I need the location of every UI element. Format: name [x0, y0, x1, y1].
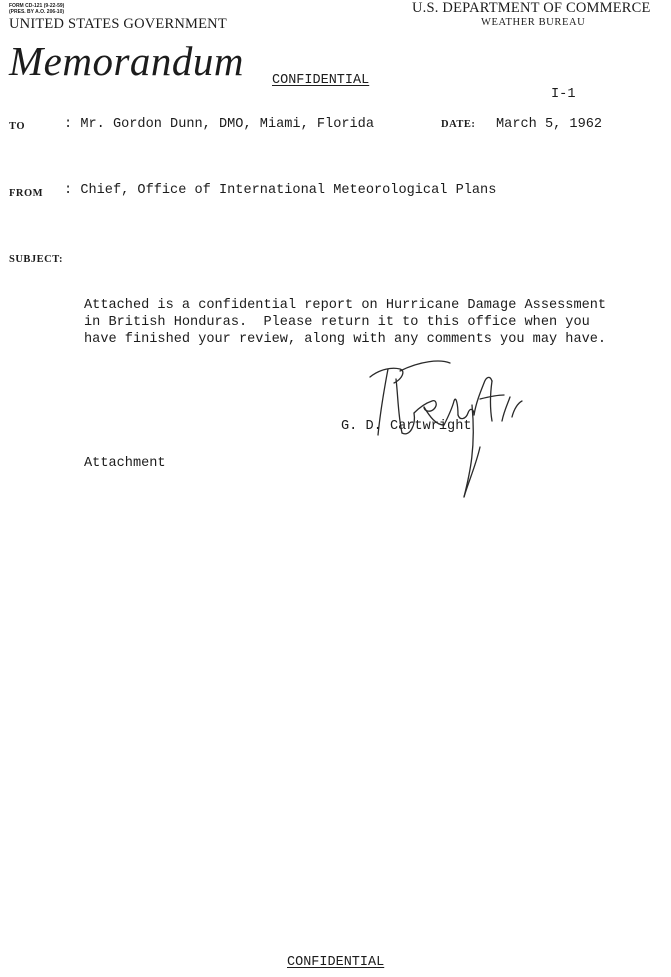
- form-prescribed: (PRES. BY A.O. 206-10): [9, 9, 65, 15]
- date-label: DATE:: [441, 119, 476, 130]
- reference-number: I-1: [551, 87, 576, 102]
- body-line: in British Honduras. Please return it to this office when you: [84, 315, 590, 330]
- to-label: TO: [9, 121, 25, 132]
- memorandum-title: Memorandum: [9, 38, 245, 84]
- government-heading: UNITED STATES GOVERNMENT: [9, 16, 227, 32]
- classification-top: CONFIDENTIAL: [272, 73, 370, 88]
- classification-bottom: CONFIDENTIAL: [287, 955, 385, 970]
- from-label: FROM: [9, 188, 44, 199]
- form-number: FORM CD-121 (9-22-59): [9, 3, 65, 9]
- attachment-note: Attachment: [84, 456, 166, 471]
- body-line: have finished your review, along with any comments you may have.: [84, 332, 607, 347]
- body-line: Attached is a confidential report on Hurricane Damage Assessment: [84, 298, 607, 313]
- signer-name: G. D. Cartwright: [341, 419, 472, 434]
- bureau-heading: WEATHER BUREAU: [481, 17, 586, 28]
- to-value: : Mr. Gordon Dunn, DMO, Miami, Florida: [64, 117, 374, 132]
- date-value: March 5, 1962: [496, 117, 603, 132]
- department-heading: U.S. DEPARTMENT OF COMMERCE: [412, 0, 651, 16]
- from-value: : Chief, Office of International Meteorological Plans: [64, 183, 497, 198]
- subject-label: SUBJECT:: [9, 254, 63, 265]
